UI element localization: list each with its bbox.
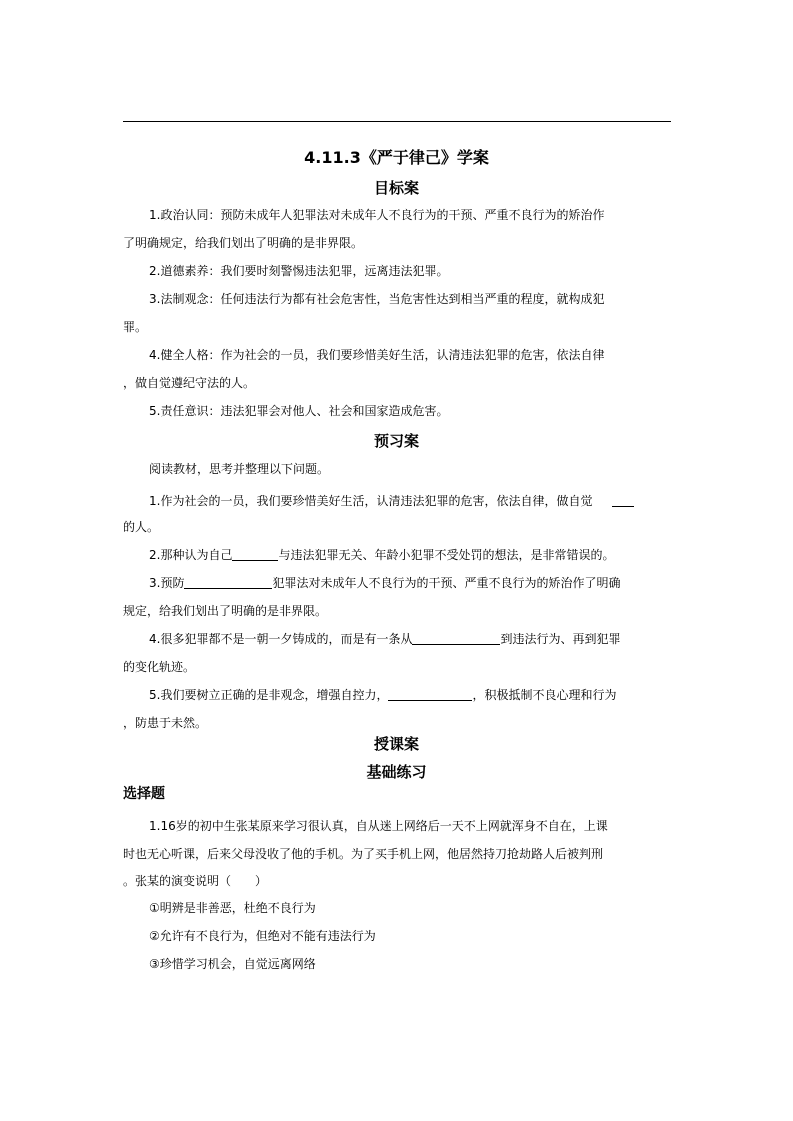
document-title: 4.11.3《严于律己》学案 <box>304 148 489 167</box>
preview-intro: 阅读教材，思考并整理以下问题。 <box>149 462 330 476</box>
goal-1-line-2: 了明确规定，给我们划出了明确的是非界限。 <box>123 236 364 250</box>
goal-2: 2.道德素养：我们要时刻警惕违法犯罪，远离违法犯罪。 <box>149 264 449 278</box>
preview-q3-text-b: 犯罪法对未成年人不良行为的干预、严重不良行为的矫治作了明确 <box>272 576 621 590</box>
question-1-option-2: ②允许有不良行为，但绝对不能有违法行为 <box>149 929 376 943</box>
preview-q2 <box>123 541 697 569</box>
question-1-option-1: ①明辨是非善恶，杜绝不良行为 <box>149 901 316 915</box>
fill-blank[interactable] <box>232 546 278 561</box>
preview-q3-line-1 <box>123 569 697 597</box>
preview-q5-text-a: 5.我们要树立正确的是非观念，增强自控力， <box>149 688 389 702</box>
goal-3-line-2: 罪。 <box>123 320 148 334</box>
preview-q3-text-a: 3.预防 <box>149 576 185 590</box>
preview-q4-text-a: 4.很多犯罪都不是一朝一夕铸成的，而是有一条从 <box>149 632 413 646</box>
preview-q1-line-1 <box>123 487 697 515</box>
goal-1-line-1: 1.政治认同：预防未成年人犯罪法对未成年人不良行为的干预、严重不良行为的矫治作 <box>149 208 605 222</box>
question-1-line-3: 。张某的演变说明（ ） <box>123 874 268 888</box>
preview-q3-line-2: 规定，给我们划出了明确的是非界限。 <box>123 604 328 618</box>
goal-5: 5.责任意识：违法犯罪会对他人、社会和国家造成危害。 <box>149 404 449 418</box>
preview-q4-line-2: 的变化轨迹。 <box>123 660 196 674</box>
question-1-option-3: ③珍惜学习机会，自觉远离网络 <box>149 957 316 971</box>
choice-heading: 选择题 <box>123 786 165 802</box>
fill-blank[interactable] <box>412 630 500 645</box>
section-heading-basic: 基础练习 <box>366 763 427 781</box>
preview-q2-text-b: 与违法犯罪无关、年龄小犯罪不受处罚的想法，是非常错误的。 <box>278 548 615 562</box>
preview-q2-text-a: 2.那种认为自己 <box>149 548 233 562</box>
section-heading-preview: 预习案 <box>373 432 419 450</box>
question-1-line-2: 时也无心听课，后来父母没收了他的手机。为了买手机上网，他居然持刀抢劫路人后被判刑 <box>123 847 604 861</box>
goal-3-line-1: 3.法制观念：任何违法行为都有社会危害性，当危害性达到相当严重的程度，就构成犯 <box>149 292 605 306</box>
section-heading-goal: 目标案 <box>373 179 419 197</box>
fill-blank[interactable] <box>388 686 472 701</box>
preview-q1-line-2: 的人。 <box>123 520 160 534</box>
preview-q4-text-b: 到违法行为、再到犯罪 <box>500 632 621 646</box>
goal-4-line-1: 4.健全人格：作为社会的一员，我们要珍惜美好生活，认清违法犯罪的危害，依法自律 <box>149 348 605 362</box>
preview-q5-line-2: ，防患于未然。 <box>123 716 208 730</box>
preview-q5-text-b: ，积极抵制不良心理和行为 <box>472 688 617 702</box>
fill-blank[interactable] <box>612 492 634 507</box>
preview-q1-text: 1.作为社会的一员，我们要珍惜美好生活，认清违法犯罪的危害，依法自律，做自觉 <box>149 494 593 508</box>
question-1-line-1: 1.16岁的初中生张某原来学习很认真，自从迷上网络后一天不上网就浑身不自在，上课 <box>149 819 608 833</box>
header-rule <box>123 121 671 122</box>
fill-blank[interactable] <box>184 574 272 589</box>
preview-q5-line-1 <box>123 681 697 709</box>
section-heading-lesson: 授课案 <box>373 735 419 753</box>
preview-q4-line-1 <box>123 625 697 653</box>
goal-4-line-2: ，做自觉遵纪守法的人。 <box>123 376 256 390</box>
